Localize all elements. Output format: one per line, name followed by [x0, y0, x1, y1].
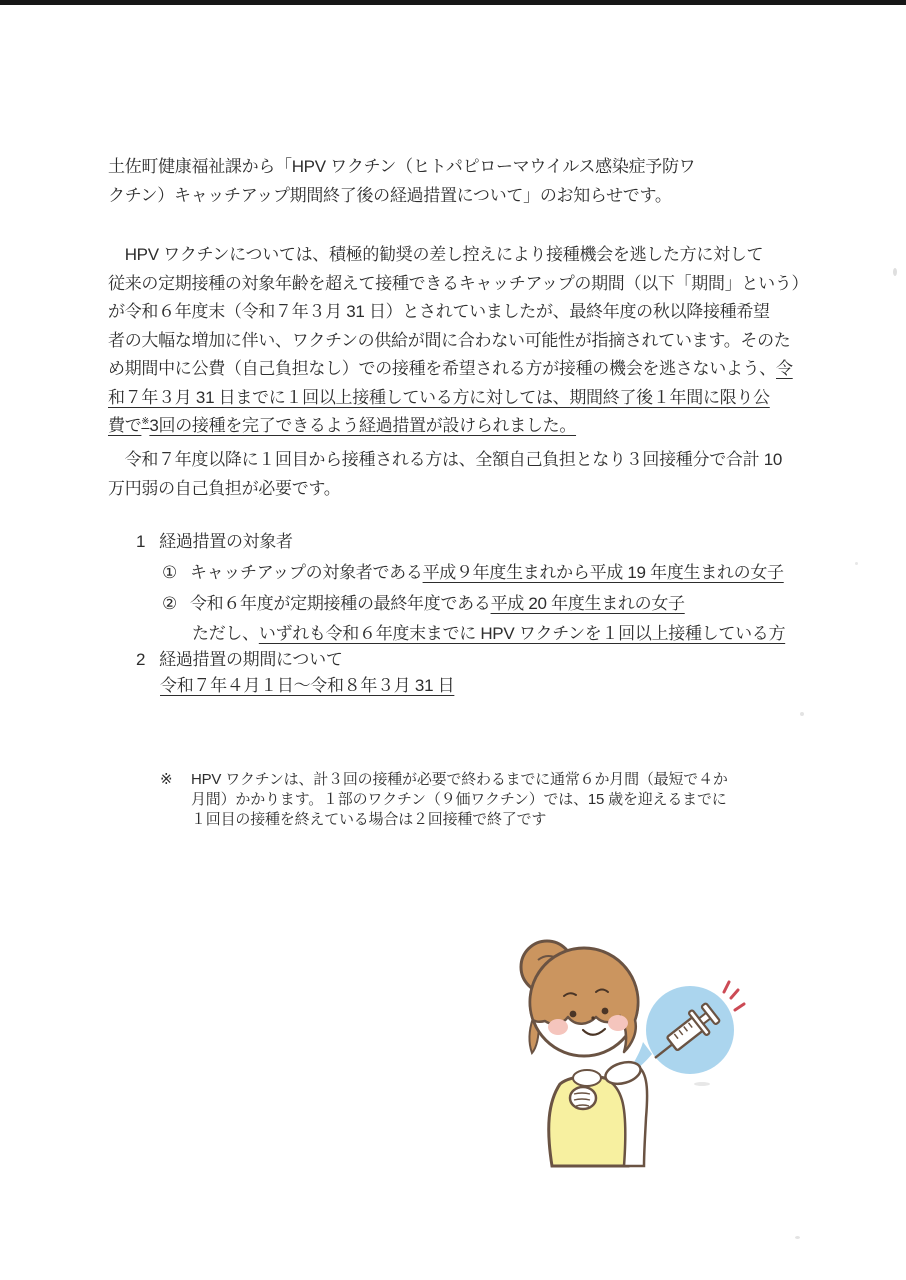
intro-line: 者の大幅な増加に伴い、ワクチンの供給が間に合わない可能性が指摘されています。そのた: [108, 330, 791, 350]
scan-artifact: [800, 712, 804, 716]
section-number: 1: [136, 532, 146, 551]
intro-paragraph: [108, 241, 808, 441]
emphasis-mark: [735, 1004, 744, 1010]
scan-top-edge-bar: [0, 0, 906, 5]
intro-line: め期間中に公費（自己負担なし）での接種を希望される方が接種の機会を逃さないよう、令: [108, 359, 793, 378]
footnote-line: 月間）かかります。１部のワクチン（９価ワクチン）では、15 歳を迎えるまでに: [191, 791, 727, 808]
item-text: キャッチアップの対象者である平成９年度生まれから平成 19 年度生まれの女子: [189, 563, 784, 582]
section-heading-text: 経過措置の対象者: [159, 532, 293, 551]
intro-line: 費で※3回の接種を完了できるよう経過措置が設けられました。: [108, 416, 577, 435]
section-1-heading: [136, 527, 293, 552]
emphasis-mark: [724, 982, 729, 992]
footnote: [160, 770, 728, 830]
scan-artifact: [855, 562, 858, 565]
notice-title-line: 土佐町健康福祉課から「HPV ワクチン（ヒトパピローマウイルス感染症予防ワ: [108, 157, 696, 176]
section-number: 2: [136, 650, 146, 669]
footnote-line: １回目の接種を終えている場合は２回接種で終了です: [191, 811, 547, 828]
intro-line: が令和６年度末（令和７年３月 31 日）とされていましたが、最終年度の秋以降接種希望: [108, 302, 770, 321]
footnote-line: HPV ワクチンは、計３回の接種が必要で終わるまでに通常６か月間（最短で４か: [191, 771, 728, 788]
item-text: 令和６年度が定期接種の最終年度である平成 20 年度生まれの女子: [189, 594, 685, 613]
right-blush: [608, 1015, 628, 1031]
period-text: 令和７年４月１日～令和８年３月 31 日: [160, 676, 455, 695]
intro-line: 従来の定期接種の対象年齢を超えて接種できるキャッチアップの期間（以下「期間」という）: [108, 273, 809, 293]
section-1-item-1: [162, 558, 784, 583]
emphasis-marks-icon: [724, 982, 744, 1010]
left-blush: [548, 1019, 568, 1035]
footnote-marker: ※: [160, 771, 173, 788]
section-1-item-2: [162, 589, 685, 614]
section-heading-text: 経過措置の期間について: [159, 650, 343, 669]
scan-smudge: [694, 1082, 710, 1086]
nose: [591, 1016, 594, 1019]
emphasis-mark: [731, 990, 738, 998]
notice-title-line: クチン）キャッチアップ期間終了後の経過措置について」のお知らせです。: [108, 186, 672, 205]
girl-with-vaccine-syringe-illustration: [486, 926, 806, 1176]
collar: [573, 1070, 601, 1086]
section-2-heading: [136, 645, 343, 670]
notice-title: [108, 152, 695, 210]
self-pay-line: 万円弱の自己負担が必要です。: [108, 478, 341, 498]
scan-artifact: [795, 1236, 800, 1239]
speech-bubble: [626, 982, 744, 1086]
self-pay-line: 令和７年度以降に１回目から接種される方は、全額自己負担となり３回接種分で合計 10: [108, 450, 783, 469]
intro-line: 和７年３月 31 日までに１回以上接種している方に対しては、期間終了後１年間に限り公: [108, 387, 770, 407]
section-2-period: [160, 671, 454, 696]
section-1-proviso: [192, 619, 785, 644]
item-text: ただし、いずれも令和６年度末までに HPV ワクチンを１回以上接種している方: [192, 624, 786, 643]
left-eye: [570, 1011, 577, 1018]
intro-line: HPV ワクチンについては、積極的勧奨の差し控えにより接種機会を逃した方に対して: [108, 245, 764, 264]
circled-number-icon: ②: [162, 594, 177, 613]
right-eye: [602, 1008, 609, 1015]
self-pay-paragraph: [108, 446, 782, 503]
girl-figure: [521, 941, 647, 1166]
scan-artifact: [893, 268, 897, 276]
circled-number-icon: ①: [162, 563, 177, 582]
